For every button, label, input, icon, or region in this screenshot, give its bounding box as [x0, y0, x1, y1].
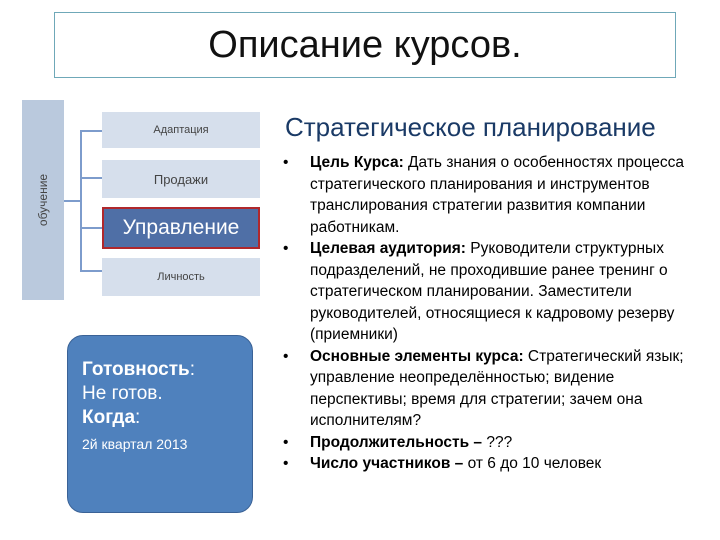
node-personality: Личность	[102, 258, 260, 296]
tree-branch-2	[80, 130, 102, 132]
node-adaptation: Адаптация	[102, 112, 260, 148]
detail-audience	[283, 238, 703, 346]
tree-branch-5	[80, 270, 102, 272]
detail-goal	[283, 152, 703, 238]
bullet-glyph: •	[283, 455, 289, 472]
detail-text: ???	[482, 433, 513, 451]
tree-branch-1	[64, 200, 80, 202]
course-title: Стратегическое планирование	[285, 112, 656, 142]
detail-text: Дать знания о особенностях процесса стратегического планирования и инструментов транслирования стратегии развития компании работникам.	[310, 154, 685, 236]
when-label: Когда	[82, 407, 136, 428]
bullet-glyph: •	[283, 433, 289, 451]
detail-participants	[283, 453, 703, 475]
detail-text: Стратегический язык; управление неопределённостью; видение перспективы; время для стратегии; зачем она исполнителям?	[310, 347, 684, 429]
bullet-glyph: •	[283, 240, 289, 257]
readiness-value: Не готов.	[82, 383, 163, 404]
tree-branch-3	[80, 177, 102, 179]
tree-trunk	[80, 130, 82, 271]
when-value: 2й квартал 2013	[82, 436, 188, 452]
detail-elements	[283, 346, 703, 432]
readiness-separator: :	[189, 359, 195, 380]
detail-label: Целевая аудитория:	[310, 240, 466, 257]
detail-text: от 6 до 10 человек	[463, 455, 602, 472]
detail-text: Руководители структурных подразделений, не проходившие ранее тренинг о стратегическом планировании. Заместители руководителей, относящиеся к кадровому резерву (приемники)	[310, 240, 675, 343]
detail-label: Число участников –	[310, 455, 464, 472]
course-details	[283, 152, 703, 475]
tree-branch-4	[80, 227, 102, 229]
detail-label: Цель Курса:	[310, 154, 404, 171]
bullet-glyph: •	[283, 154, 289, 171]
slide-title: Описание курсов.	[54, 12, 676, 78]
detail-duration	[283, 432, 703, 454]
detail-label: Продолжительность –	[310, 433, 483, 451]
node-management: Управление	[102, 207, 260, 249]
node-sales: Продажи	[102, 160, 260, 198]
category-label: обучение	[36, 173, 50, 227]
bullet-glyph: •	[283, 347, 289, 365]
readiness-label: Готовность	[82, 359, 190, 380]
detail-label: Основные элементы курса:	[310, 347, 524, 365]
status-card	[67, 335, 253, 513]
when-separator: :	[135, 407, 141, 428]
